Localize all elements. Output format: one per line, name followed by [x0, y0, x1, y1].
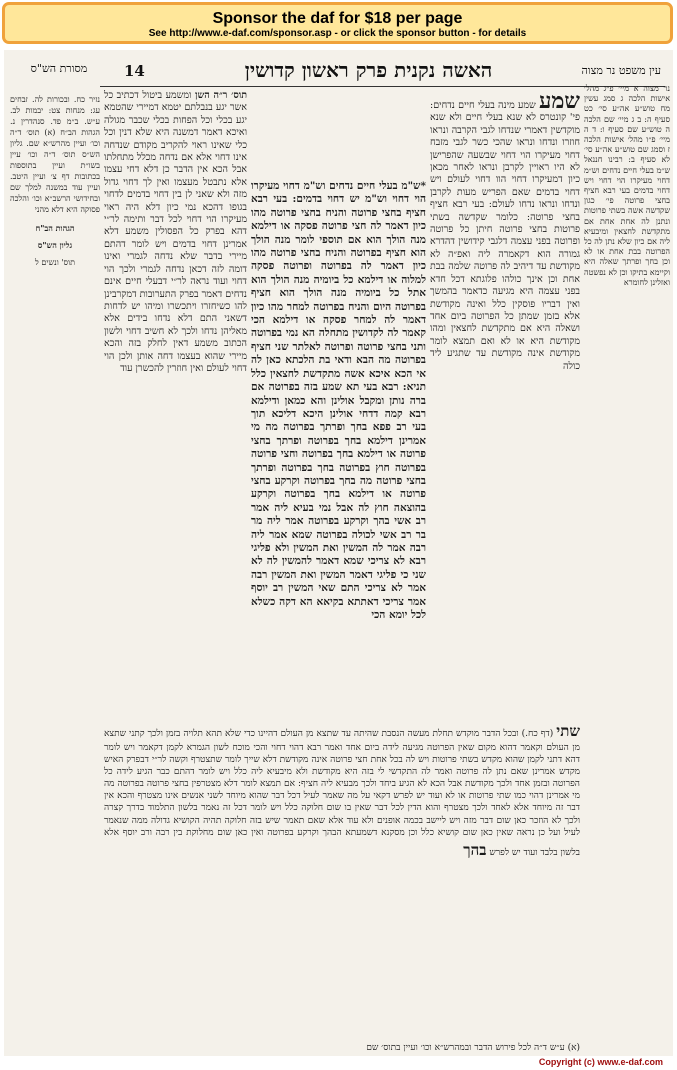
sponsor-title[interactable]: Sponsor the daf for $18 per page	[212, 10, 463, 27]
ein-mishpat-text: נר מצוה א מיי׳ פ״ג מהל׳ אישות הלכה ג סמג עשין מח טוש״ע אה״ע סי׳ כט סעיף ה: ב ג מיי׳ שם הלכה ה טוש״ע שם סעיף ו: ד ה מיי׳ פ״ו מהל׳ אישות הלכה ז וסמג שם טוש״ע אה״ע סי׳ לא סעיף ב: רבינו חננאל ש״מ בעלי חיים נדחים וש״מ דחוי מעיקרו הוי דחוי ויש דחוי בדמים בעי רבא חציף בחצי פרוטה פי׳ כגון שקדשה אשה בשתי פרוטות ונתנן לה אחת אחת אם מתקדשת לחצאין ומיבעיא ליה אם כיון שלא נתן לה כל הפרוטה בבת אחת או לא וכן בחך ופרתך שאלה היא וקיימא בתיקו וכן לא נפשטה ואזלינן לחומרא	[584, 84, 670, 287]
page-header	[4, 58, 673, 86]
ein-mishpat-label: עין משפט נר מצוה	[581, 64, 661, 77]
bottom-dibbur-word: שתי	[556, 722, 580, 740]
tosafot-heading: תוס׳ ר״ה השן	[195, 90, 247, 101]
ein-mishpat-column	[584, 60, 670, 1045]
masoret-hashas-column	[10, 60, 100, 1045]
margin-note: תוס' ונשים ל	[35, 258, 75, 267]
gemara-column	[251, 180, 426, 710]
talmud-page-scan	[4, 50, 673, 1056]
sponsor-subtitle[interactable]: See http://www.e-daf.com/sponsor.asp - or click the sponsor button - for details	[148, 28, 527, 39]
rashi-text: שמע מינה בעלי חיים נדחים: פי' קונטרס לא שנא בעלי חיים ולא שנא מוקדשין דאמרי שנדחו לגבי הקרבה ונראו חוזרו ונדחו ונראו שהכי כשר לגבי מזבח דחוי מעיקרו הוי דחוי שבשעה שהפרישן לא היו ראויין לקרבן ונראו לאחר מכאן כיון דמעיקרו דחוי הוו דחוי לעולם ויש דחוי בדמים שאם הפריש מעות לקרבן ונדחו ונראו נדחו לעולם: בעי רבא חציף בחצי פרוטה: כלומר שקדשה בשתי פרוטות בחצי פרוטה חיתן כל פרוטה ופרוטה בפני עצמה דלגבי קידושין דהדרא גמורה הוא דקאמרה ליה ואפ״ה לא מקודשת עד דיהיב לה פרוטה שלמה בבת אחת וכן אינך כולהו פלוגתא דכל חדא בפני עצמה היא מגיעה כדאמר בהמשך ואין דבריו פוסקין כלל ואינה מקודשת אלא בזמן שמתן כל הפרוטה ביום אחד ושאלה היא אם מתקדשת לחצאין ומהו מקודשת היא או לא ואם תמצא לומר מקודשת אינה מקודשת עד שתגיע ליד כולה	[430, 100, 580, 372]
bottom-dibbur-word-2: בהך	[463, 840, 487, 859]
bottom-commentary-text: (דף כח.) ובכל הדבר מוקדש תחלת מעשה הנסבת שהיתה עד שתצא מן העולם דהיינו כדי שלא תהא תלויה בזמן ולכך קתני שתצא מן העולם וקאמר דהוא מקום שאין הפרוטה מגיעה לידה ביום אחד ואמר רבא דהוי דחוי והכי מוכח לשון הגמרא לקמן דקאמר ויש לומר דהא דתני לקמן שהוא מקדש בשתי פרוטות ויש לה בכל אחת חצי פרוטה אינה מקודשת דלא שייך לומר שתצטרף וקשה לר״י דבפרק האיש מקדש אמרינן שאם נתן לה פרוטה ואמר לה התקדשי לי בזה היא מקודשת ולא מיבעיא ליה כלל ויש לומר דהתם כבר הגיע לידה כל הפרוטה ובזמן אחד ולכך מקודשת אבל הכא לא הגיע ביחד ולכך מבעיא ליה חציף: אם תמצא לומר דלא מצטרפין בחצי פרוטה בפרוטה מה מי אמרינן דהוי כמו שתי פרוטות או לא ועוד יש לפרש דקאי על מה שאמר לעיל דכל דבר שהוא מיוחד לשני אנשים אינו מצטרף והכא אין דבר זה מיוחד אלא לאחד ולכך מצטרף והוא הדין לכל דבר שאין בו שום חלוקה כלל ויש לומר דכל זה נאמר בלשון התלמוד בדרך קצרה ולכך לא הוזכר כאן שום דבר מזה ויש ליישב בכמה אופנים ולא עוד אלא שאם תאמר שיש בזה חלוקה תהיה הקושיא גדולה ממה שנאמר לעיל ועל כן נראה שאין כאן שום קושיא כלל וכן מסקנא דשמעתא הבהך וקרקע בפרוטה ואין כאן שום מחלוקת בין רבה ורב יוסף אלא בלשון בלבד ועוד יש לפרש	[104, 729, 580, 858]
tosafot-text: ומשמע ביטול דכתיב כל אשר יגע בנבלתם יטמא דמיירי שהטמא יגע בכלי וכל הפחות בכלי שכבר מגולה ואיכא דאמר דמשנה היא שלא דנין וכל כלי שאינו ראוי להקריב מקודם שנדחה אינו דחוי אלא אם נדחה מכלל מתחלתו אבל הכא אין הדבר כן דלא דחי עצמו אלא נתבטל מעצמו ואין לך דחוי גדול מזה ולא שאני לן בין דחוי בדמים לדחוי בגופו דהכא נמי כיון דלא היה ראוי מעיקרו הוי דחוי לכל דבר ותימה לר״י דהא בפרק כל הפסולין משמע דלא אמרינן דחוי בדמים ויש לומר דהתם מיירי בדבר שלא נדחה לגמרי ואינו דומה לזה דכאן נדחה לגמרי ולכך הוי דחוי ועוד נראה לר״י דבעלי חיים אינם נדחים דאמר בפרק התערובות דמקרבינן להו כשיחזרו ויתכשרו ומיהו יש לדחות דשאני התם דלא נדחו בידים אלא מאליהן נדחו ולכך לא חשיב דחוי ולשון הכתוב משמע דאין לחלק בזה והכא מיירי שהוא בעצמו דחה אותן ולכן הוי דחוי לעולם ואין חוזרין להכשרן עוד	[104, 90, 247, 374]
bottom-commentary	[104, 720, 580, 1040]
sponsor-banner[interactable]	[2, 2, 673, 44]
gilyon-label: גליון הש"ס	[37, 240, 73, 250]
page-title: האשה נקנית פרק ראשון קדושין	[244, 58, 493, 82]
gemara-opening-word: שמע	[538, 90, 580, 114]
masoret-hashas-text: נזיר כח. ובכורות לה. זבחים עג: מנחות צט: יבמות לב. ע״ש. ב״מ פד. סנהדרין נ. הגהות הב״ח (א) תוס׳ ד״ה וכו׳ ועיין מהרש״א שם. גליון הש״ס תוס׳ ד״ה וכו׳ עיין בשו״ת ועיין בתוספות בכתובות דף צ׳ ועיין היטב. ועיין עוד במשנה למלך שם ובחידושי הרשב״א וכו׳ והלכה פסוקה היא דלא מהני	[10, 95, 100, 214]
gemara-text: *ש"מ בעלי חיים נדחים וש"מ דחוי מעיקרו הוי דחוי וש"מ יש דחוי בדמים: בעי רבא חציף בחצי פרוטה והניח בחצי פרוטה מהו כיון דאמר לה חצי פרוטה פסקה או דילמא מנה הולך הוא אם תוספי לומר מנה הולך הוא חציף בפרוטה והניח בחצי פרוטה מהו כיון דאמר לה בפרוטה ופרוטה פסקה למלוה או דילמא כל ביומיה מנה הולך הוא אתל כל ביומיה מנה הולך הוא חציף בפרוטה היום והניח בפרוטה למחר מהו כיון דאמר לה למחר פסקה או דילמא הכי קאמר לה לקדושין מתחלה הא נמי בפרוטה ותני בחצי פרוטה ופרוטה לאלתר שני חציף בפרוטה מה הבא ודאי בת הלכתא כאן לה אי הכא איכא אשה מתקדשת לחצאין כלל תניא: רבא בעי תא שמע בזה בפרוטה אם ברה נותן ומקבל אולינן והא כמאן ודילמא רבא קמה דדחי אולינן היכא דליכא תוך בעי רב פפא בחך ופרתך בפרוטה מה מי אמרינן דילמא בחך בפרוטה ופרתך בחצי פרוטה או דילמא בחך בפרוטה וחצי פרוטה בפרוטה חוץ בפרוטה בחך בפרוטה ופרתך בחצי פרוטה מה בחך בפרוטה וקרקע בחצי פרוטה או דילמא בחך בפרוטה וקרקע בהוצאה חוץ לה אבל נמי בעיא ליה אמר רב אשי בהך וקרקע בפרוטה אמר ליה מר בר רב אשי לכולה בפרוטה שמא אמר ליה רבה אמר לה המשין ואת המשין ולא פליגי רבא לא צריכי שמא דאמר להמשין לה לא שני כי פליגי דאמר המשין ואת המשין רבה אמר לא צריכי התם שאי המשין רב יוסף אמר צריכי דאתתא בקיאא הא דקה כשלא לכל יומא הכי	[251, 180, 426, 621]
footnote-text: (א) ע״ש ד״ה לכל פירוש הדבר ובמהרש״א וכו׳ ועיין בתוס׳ שם	[366, 1043, 580, 1053]
header-rule	[100, 86, 665, 87]
masoret-hashas-label: מסורת הש"ס	[30, 62, 88, 75]
rashi-column	[430, 90, 580, 710]
folio-number: 14	[124, 62, 145, 80]
copyright-link[interactable]: Copyright (c) www.e-daf.com	[538, 1057, 663, 1067]
tosafot-column	[104, 90, 247, 760]
hagahot-label: הגהות הב"ח	[35, 223, 75, 233]
footnote-line	[104, 1042, 580, 1055]
